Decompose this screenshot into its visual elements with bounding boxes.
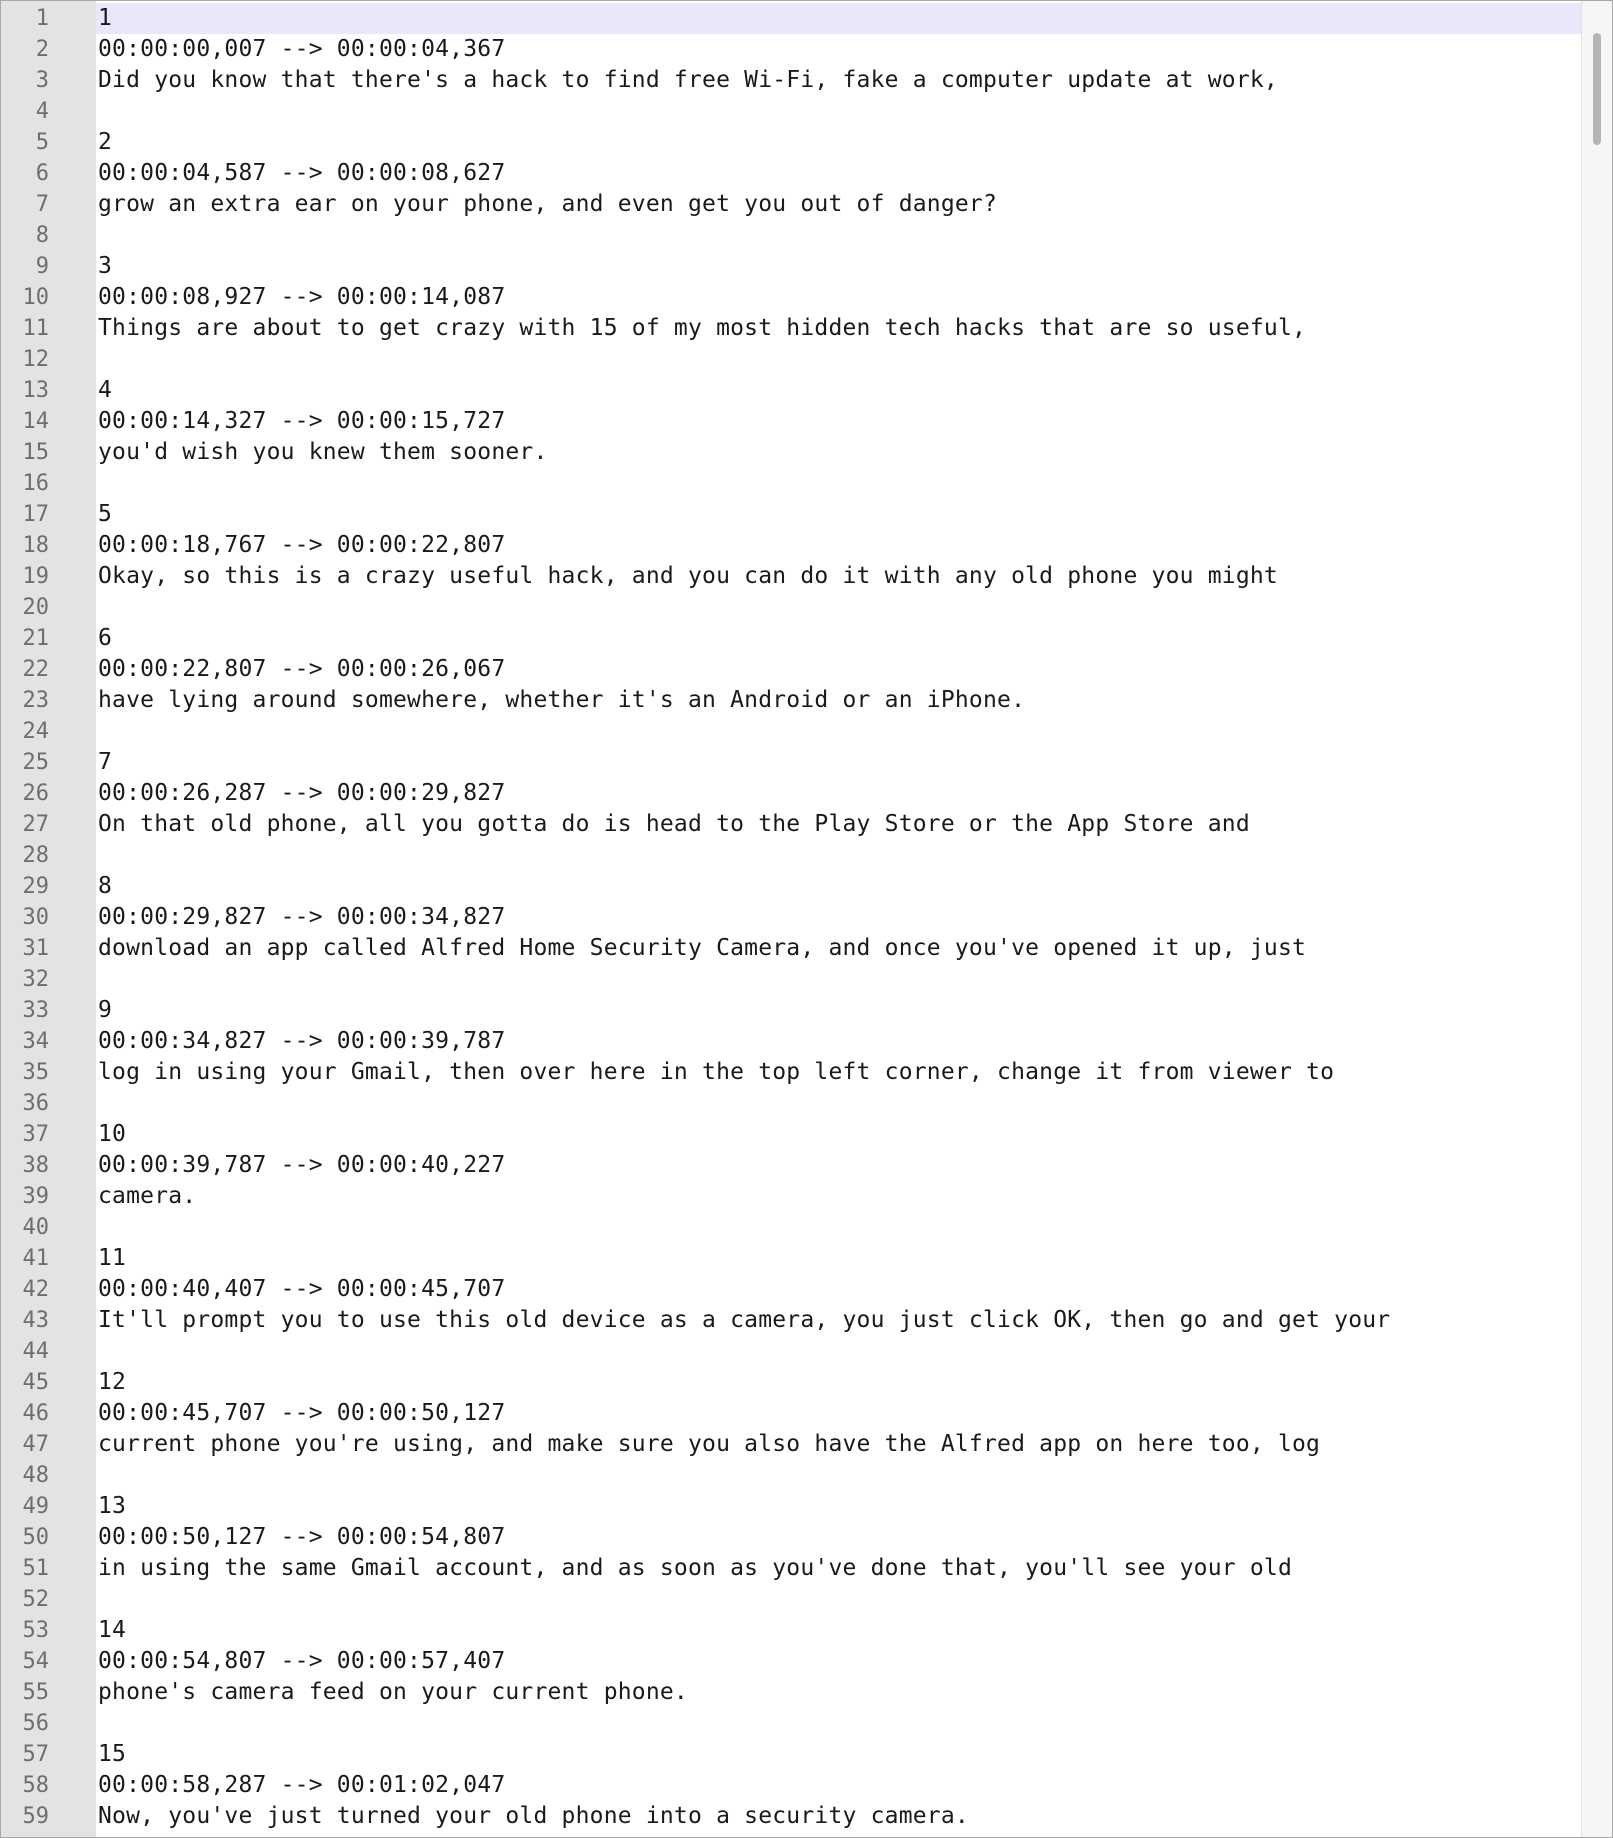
editor-line[interactable] (1, 1677, 1583, 1708)
line-text[interactable]: 00:00:22,807 --> 00:00:26,067 (98, 656, 506, 682)
line-number: 11 (22, 316, 49, 341)
line-number: 25 (22, 750, 49, 775)
editor-line[interactable] (1, 1367, 1583, 1398)
line-number: 26 (22, 781, 49, 806)
line-text[interactable]: 4 (98, 377, 113, 403)
editor-line[interactable] (1, 282, 1583, 313)
editor-line[interactable] (1, 933, 1583, 964)
line-number: 15 (22, 440, 49, 465)
line-text[interactable]: 2 (98, 129, 113, 155)
editor-line[interactable] (1, 747, 1583, 778)
editor-line[interactable] (1, 34, 1583, 65)
editor-line[interactable] (1, 1646, 1583, 1677)
editor-line[interactable] (1, 1212, 1583, 1243)
editor-line[interactable] (1, 530, 1583, 561)
line-number: 46 (22, 1401, 49, 1426)
editor-line[interactable] (1, 1305, 1583, 1336)
editor-line[interactable] (1, 1584, 1583, 1615)
line-text[interactable]: camera. (98, 1183, 197, 1209)
line-text[interactable]: 00:00:14,327 --> 00:00:15,727 (98, 408, 506, 434)
line-text[interactable]: 00:00:04,587 --> 00:00:08,627 (98, 160, 506, 186)
line-text[interactable]: 00:00:29,827 --> 00:00:34,827 (98, 904, 506, 930)
line-text[interactable] (96, 1460, 1583, 1491)
editor-line[interactable] (1, 995, 1583, 1026)
line-text[interactable] (96, 1336, 1583, 1367)
line-text[interactable]: 00:00:40,407 --> 00:00:45,707 (98, 1276, 506, 1302)
line-number: 7 (35, 192, 49, 217)
line-number: 30 (22, 905, 49, 930)
editor-line[interactable] (1, 1460, 1583, 1491)
editor-line[interactable] (1, 561, 1583, 592)
editor-line[interactable] (1, 313, 1583, 344)
editor-line[interactable] (1, 1336, 1583, 1367)
line-number: 43 (22, 1308, 49, 1333)
line-number: 22 (22, 657, 49, 682)
editor-line[interactable] (1, 437, 1583, 468)
line-text[interactable]: 10 (98, 1121, 127, 1147)
line-text[interactable]: 00:00:08,927 --> 00:00:14,087 (98, 284, 506, 310)
line-number: 20 (22, 595, 49, 620)
line-number: 4 (35, 99, 49, 124)
editor-line[interactable] (1, 1150, 1583, 1181)
line-number: 16 (22, 471, 49, 496)
editor-line[interactable] (1, 375, 1583, 406)
line-number: 33 (22, 998, 49, 1023)
line-number: 52 (22, 1587, 49, 1612)
line-number: 2 (35, 37, 49, 62)
line-text[interactable]: 00:00:50,127 --> 00:00:54,807 (98, 1524, 506, 1550)
line-text[interactable]: 13 (98, 1493, 127, 1519)
editor-line[interactable] (1, 1615, 1583, 1646)
line-number: 12 (22, 347, 49, 372)
line-text[interactable]: 00:00:58,287 --> 00:01:02,047 (98, 1772, 506, 1798)
editor-line[interactable] (1, 685, 1583, 716)
editor-line[interactable] (1, 1274, 1583, 1305)
editor-line[interactable] (1, 406, 1583, 437)
line-text[interactable]: Now, you've just turned your old phone into a security camera. (98, 1803, 969, 1829)
line-number: 50 (22, 1525, 49, 1550)
editor-line[interactable] (1, 964, 1583, 995)
line-number: 40 (22, 1215, 49, 1240)
editor-line[interactable] (1, 468, 1583, 499)
line-text[interactable] (96, 964, 1583, 995)
line-number: 56 (22, 1711, 49, 1736)
editor-line[interactable] (1, 840, 1583, 871)
line-number: 41 (22, 1246, 49, 1271)
line-text[interactable] (96, 96, 1583, 127)
line-text[interactable]: Things are about to get crazy with 15 of my most hidden tech hacks that are so useful, (98, 315, 1307, 341)
line-number: 3 (35, 68, 49, 93)
line-text[interactable] (96, 716, 1583, 747)
line-text[interactable] (96, 220, 1583, 251)
line-number: 36 (22, 1091, 49, 1116)
line-text[interactable]: Okay, so this is a crazy useful hack, and you can do it with any old phone you might (98, 563, 1278, 589)
line-text[interactable] (96, 592, 1583, 623)
line-number: 17 (22, 502, 49, 527)
editor-line[interactable] (1, 189, 1583, 220)
line-number: 54 (22, 1649, 49, 1674)
editor-line[interactable] (1, 65, 1583, 96)
line-number: 27 (22, 812, 49, 837)
line-text[interactable]: 1 (96, 3, 1583, 34)
editor-line[interactable] (1, 809, 1583, 840)
line-text[interactable]: current phone you're using, and make sure you also have the Alfred app on here too, log (98, 1431, 1321, 1457)
line-number: 45 (22, 1370, 49, 1395)
editor-line[interactable] (1, 1770, 1583, 1801)
editor-line[interactable] (1, 871, 1583, 902)
line-number: 8 (35, 223, 49, 248)
editor-line[interactable] (1, 1181, 1583, 1212)
editor-content[interactable] (1, 3, 1583, 1832)
editor-line[interactable] (1, 251, 1583, 282)
editor-line[interactable] (1, 344, 1583, 375)
editor-line[interactable] (1, 96, 1583, 127)
line-number: 9 (35, 254, 49, 279)
line-number: 19 (22, 564, 49, 589)
editor-line[interactable] (1, 1491, 1583, 1522)
line-text[interactable] (96, 344, 1583, 375)
line-number: 37 (22, 1122, 49, 1147)
line-text[interactable] (96, 1088, 1583, 1119)
line-text[interactable]: 00:00:26,287 --> 00:00:29,827 (98, 780, 506, 806)
line-text[interactable] (96, 840, 1583, 871)
line-number: 59 (22, 1804, 49, 1829)
line-number: 28 (22, 843, 49, 868)
line-text[interactable]: download an app called Alfred Home Security Camera, and once you've opened it up, just (98, 935, 1307, 961)
scrollbar-thumb[interactable] (1593, 33, 1601, 145)
editor-line[interactable] (1, 1057, 1583, 1088)
line-number: 48 (22, 1463, 49, 1488)
line-text[interactable]: in using the same Gmail account, and as soon as you've done that, you'll see your old (98, 1555, 1293, 1581)
line-text[interactable]: 00:00:18,767 --> 00:00:22,807 (98, 532, 506, 558)
line-text[interactable]: Did you know that there's a hack to find free Wi-Fi, fake a computer update at work, (98, 67, 1278, 93)
line-text[interactable]: 15 (98, 1741, 127, 1767)
line-number: 23 (22, 688, 49, 713)
line-text[interactable]: 00:00:39,787 --> 00:00:40,227 (98, 1152, 506, 1178)
line-number: 6 (35, 161, 49, 186)
editor-line[interactable] (1, 778, 1583, 809)
line-number: 47 (22, 1432, 49, 1457)
line-text[interactable]: you'd wish you knew them sooner. (98, 439, 548, 465)
line-number: 18 (22, 533, 49, 558)
line-text[interactable]: 00:00:45,707 --> 00:00:50,127 (98, 1400, 506, 1426)
line-number: 21 (22, 626, 49, 651)
line-text[interactable] (96, 468, 1583, 499)
line-text[interactable]: phone's camera feed on your current phone. (98, 1679, 688, 1705)
line-number: 42 (22, 1277, 49, 1302)
line-number: 34 (22, 1029, 49, 1054)
line-number: 49 (22, 1494, 49, 1519)
editor-line[interactable] (1, 1119, 1583, 1150)
line-number: 44 (22, 1339, 49, 1364)
line-text[interactable]: 5 (98, 501, 113, 527)
vertical-scrollbar[interactable] (1581, 1, 1612, 1837)
line-number: 51 (22, 1556, 49, 1581)
line-text[interactable] (96, 1212, 1583, 1243)
line-text[interactable]: grow an extra ear on your phone, and even get you out of danger? (98, 191, 998, 217)
editor-line[interactable] (1, 716, 1583, 747)
line-text[interactable]: 6 (98, 625, 113, 651)
line-number: 31 (22, 936, 49, 961)
line-text[interactable]: 12 (98, 1369, 127, 1395)
editor-line[interactable] (1, 220, 1583, 251)
line-number: 29 (22, 874, 49, 899)
line-number: 38 (22, 1153, 49, 1178)
line-text[interactable]: 11 (98, 1245, 127, 1271)
line-number: 57 (22, 1742, 49, 1767)
editor-line[interactable] (1, 1739, 1583, 1770)
editor-line[interactable] (1, 499, 1583, 530)
line-text[interactable] (96, 1708, 1583, 1739)
line-text[interactable]: 8 (98, 873, 113, 899)
line-number: 5 (35, 130, 49, 155)
line-number: 10 (22, 285, 49, 310)
editor-line[interactable] (1, 592, 1583, 623)
line-number: 24 (22, 719, 49, 744)
line-number: 1 (35, 6, 49, 31)
editor-line[interactable] (1, 158, 1583, 189)
editor-line[interactable] (1, 623, 1583, 654)
line-text[interactable]: 00:00:54,807 --> 00:00:57,407 (98, 1648, 506, 1674)
editor-line[interactable] (1, 1801, 1583, 1832)
editor-line[interactable] (1, 127, 1583, 158)
editor-line[interactable] (1, 1429, 1583, 1460)
editor-line[interactable] (1, 1026, 1583, 1057)
line-text[interactable]: have lying around somewhere, whether it's an Android or an iPhone. (98, 687, 1026, 713)
line-text[interactable]: 00:00:00,007 --> 00:00:04,367 (98, 36, 506, 62)
line-number: 55 (22, 1680, 49, 1705)
line-text[interactable]: It'll prompt you to use this old device as a camera, you just click OK, then go and get your (98, 1307, 1391, 1333)
line-number: 13 (22, 378, 49, 403)
editor-line[interactable] (1, 1708, 1583, 1739)
line-text[interactable]: 9 (98, 997, 113, 1023)
editor-line[interactable] (1, 1243, 1583, 1274)
line-text[interactable]: log in using your Gmail, then over here in the top left corner, change it from viewer to (98, 1059, 1335, 1085)
line-text[interactable]: On that old phone, all you gotta do is head to the Play Store or the App Store and (98, 811, 1250, 837)
line-text[interactable]: 7 (98, 749, 113, 775)
line-text[interactable] (96, 1584, 1583, 1615)
line-text[interactable]: 14 (98, 1617, 127, 1643)
line-number: 53 (22, 1618, 49, 1643)
line-number: 32 (22, 967, 49, 992)
line-number: 14 (22, 409, 49, 434)
line-text[interactable]: 00:00:34,827 --> 00:00:39,787 (98, 1028, 506, 1054)
editor-line[interactable] (1, 654, 1583, 685)
editor-line[interactable] (1, 1398, 1583, 1429)
line-number: 58 (22, 1773, 49, 1798)
line-number: 35 (22, 1060, 49, 1085)
editor-line[interactable] (1, 902, 1583, 933)
editor-line[interactable] (1, 1088, 1583, 1119)
line-number: 39 (22, 1184, 49, 1209)
line-text[interactable]: 3 (98, 253, 113, 279)
editor-line[interactable] (1, 3, 1583, 34)
editor-line[interactable] (1, 1522, 1583, 1553)
editor-line[interactable] (1, 1553, 1583, 1584)
